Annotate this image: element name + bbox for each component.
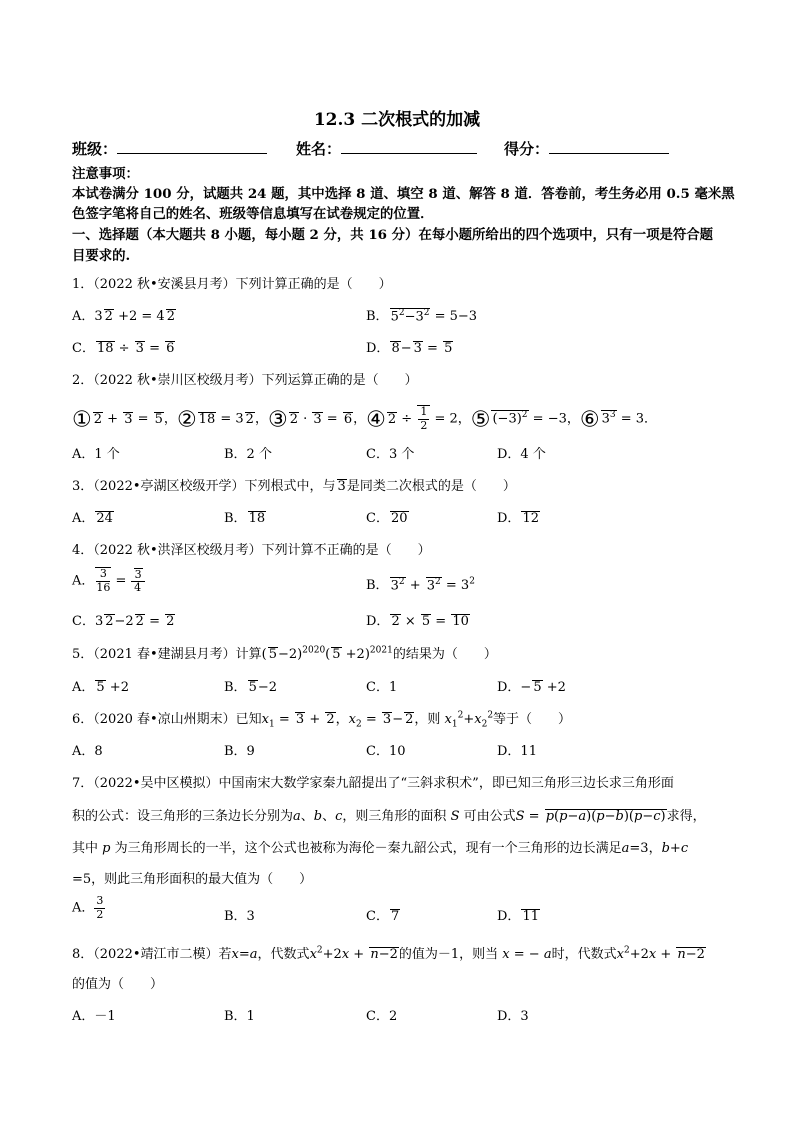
q4-option-d[interactable]: D． 2 × 5 = 10 — [366, 614, 469, 629]
q7-option-c[interactable]: C． 7 — [366, 909, 400, 924]
class-blank[interactable] — [117, 139, 267, 154]
q8-line-1: 8．（2022•靖江市二模）若x=a，代数式$x^2+2x + n-2$的值为－1，则当 x = − a时，代数式$x^2+2x + n-2$ — [72, 945, 705, 962]
q7-option-d[interactable]: D． 11 — [497, 909, 539, 924]
q7-line-2: 积的公式：设三角形的三条边长分别为a、b、c，则三角形的面积 S 可由公式S = p(p−a)(p−b)(p−c)求得， — [72, 809, 706, 824]
q2-statements: ① 2 + 3 = 5，② 18 = 3 2，③ 2 · 3 = 6，④ 2 ÷ $\frac{1}{2}$ = 2，⑤ $(-3)^2 = -3$，⑥ $3^3 = 3$． — [72, 405, 658, 433]
q8-line-2: 的值为（ ） — [72, 977, 164, 992]
q2-option-d[interactable]: D．4 个 — [497, 447, 546, 462]
score-field — [504, 138, 669, 159]
q5-option-d[interactable]: D．− 5 +2 — [497, 680, 566, 695]
q4-option-a[interactable]: A． $\frac{3}{16}$ = $\frac{3}{4}$ — [72, 567, 145, 595]
q2-option-b[interactable]: B．2 个 — [224, 447, 272, 462]
q5-option-b[interactable]: B． 5−2 — [224, 680, 278, 695]
q2-stem: 2．（2022 秋•崇川区校级月考）下列运算正确的是（ ） — [72, 373, 418, 388]
q7-line-1: 7．（2022•吴中区模拟）中国南宋大数学家秦九韶提出了“三斜求积术”，即已知三角形三边长求三角形面 — [72, 776, 674, 791]
q1-option-d[interactable]: D． 8− 3 = 5 — [366, 341, 453, 356]
q6-option-d[interactable]: D．11 — [497, 744, 537, 759]
q6-option-c[interactable]: C．10 — [366, 744, 406, 759]
name-field — [296, 138, 477, 159]
q7-option-b[interactable]: B．3 — [224, 909, 255, 924]
class-field — [72, 138, 267, 159]
q3-option-c[interactable]: C． 20 — [366, 511, 408, 526]
notice-line-2: 色签字笔将自己的姓名、班级等信息填写在试卷规定的位置． — [72, 206, 434, 222]
q3-option-d[interactable]: D． 12 — [497, 511, 539, 526]
score-blank[interactable] — [549, 139, 669, 154]
q5-option-a[interactable]: A． 5 +2 — [72, 680, 129, 695]
q1-option-c[interactable]: C． 18 ÷ 3 = 6 — [72, 341, 175, 356]
q1-option-b[interactable]: B． $5^2-3^2 = 5-3$ — [366, 307, 478, 324]
q3-stem: 3．（2022•亭湖区校级开学）下列根式中，与 3是同类二次根式的是（ ） — [72, 479, 516, 494]
q1-stem: 1．（2022 秋•安溪县月考）下列计算正确的是（ ） — [72, 277, 392, 292]
notice-line-1: 本试卷满分 100 分，试题共 24 题，其中选择 8 道、填空 8 道、解答 8 道．答卷前，考生务必用 0.5 毫米黑 — [72, 186, 735, 202]
q4-option-b[interactable]: B． $3^2 + 3^2 = 3^2$ — [366, 576, 475, 593]
q5-option-c[interactable]: C．1 — [366, 680, 398, 695]
q3-option-b[interactable]: B． 18 — [224, 511, 266, 526]
q6-option-a[interactable]: A．8 — [72, 744, 103, 759]
section-line-2: 目要求的. — [72, 248, 131, 264]
q4-option-c[interactable]: C．3 2−2 2 = 2 — [72, 614, 175, 629]
name-label: 姓名： — [296, 140, 342, 158]
q7-line-4: =5，则此三角形面积的最大值为（ ） — [72, 872, 313, 887]
q8-option-c[interactable]: C．2 — [366, 1009, 398, 1024]
q6-stem: 6．（2020 春•凉山州期末）已知$x_1 = 3 + 2$，$x_2 = 3- 2$，则 $x_1^2+x_2^2$等于（ ） — [72, 710, 572, 730]
q2-option-c[interactable]: C．3 个 — [366, 447, 415, 462]
q6-option-b[interactable]: B．9 — [224, 744, 255, 759]
q4-stem: 4．（2022 秋•洪泽区校级月考）下列计算不正确的是（ ） — [72, 543, 431, 558]
notice-heading: 注意事项： — [72, 166, 139, 182]
q8-option-d[interactable]: D．3 — [497, 1009, 529, 1024]
q7-line-3: 其中 p 为三角形周长的一半，这个公式也被称为海伦－秦九韶公式，现有一个三角形的边长满足a=3，b+c — [72, 841, 689, 856]
q3-option-a[interactable]: A． 24 — [72, 511, 113, 526]
q2-option-a[interactable]: A．1 个 — [72, 447, 120, 462]
q5-stem: 5．（2021 春•建湖县月考）计算( 5−2)$^{2020}$( 5 +2)$^{2021}$的结果为（ ） — [72, 645, 497, 662]
score-label: 得分： — [504, 140, 550, 158]
q1-option-a[interactable]: A．3 2 +2 = 4 2 — [72, 309, 175, 324]
section-line-1: 一、选择题（本大题共 8 小题，每小题 2 分，共 16 分）在每小题所给出的四个选项中，只有一项是符合题 — [72, 227, 714, 243]
q8-option-a[interactable]: A．－1 — [72, 1009, 116, 1024]
class-label: 班级： — [72, 140, 118, 158]
q7-option-a[interactable]: A． $\frac{3}{2}$ — [72, 894, 104, 921]
name-blank[interactable] — [341, 139, 477, 154]
page-title: 12.3 二次根式的加减 — [313, 110, 481, 130]
q8-option-b[interactable]: B．1 — [224, 1009, 255, 1024]
